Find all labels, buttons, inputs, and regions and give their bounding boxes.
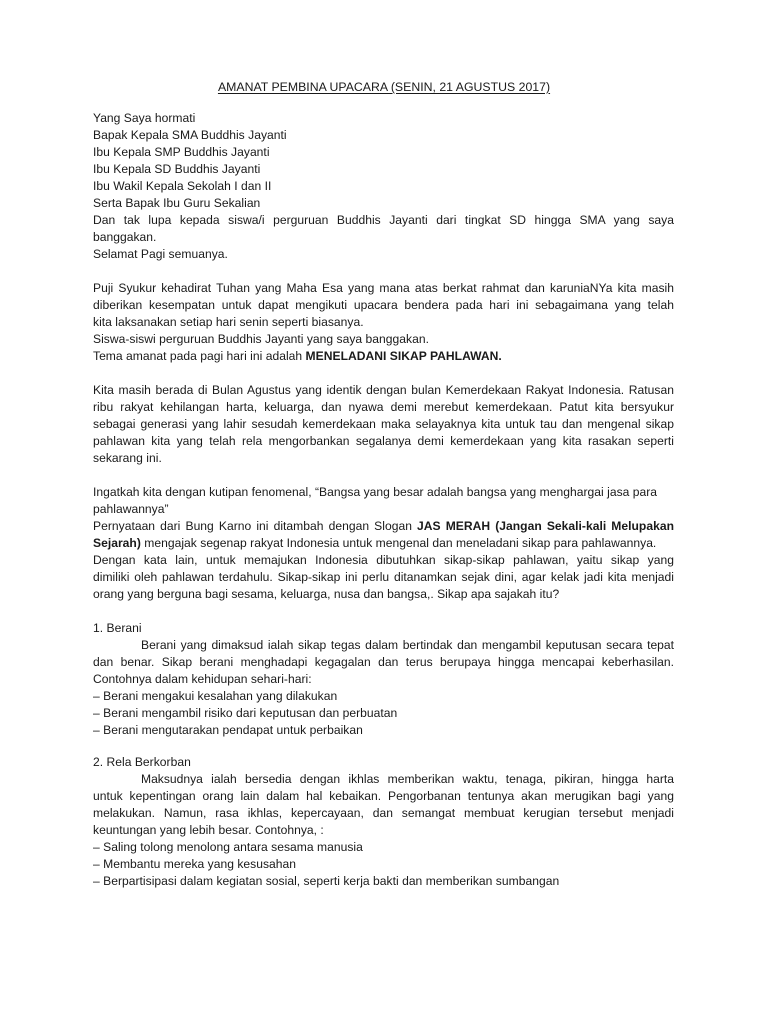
greeting-line: Yang Saya hormati [93,111,196,125]
quote-line: pahlawannya” [93,502,169,516]
slogan-bold-end: Sejarah) [93,536,141,550]
greeting-line: Ibu Wakil Kepala Sekolah I dan II [93,179,272,193]
section-first-line: Maksudnya ialah bersedia dengan ikhlas memberikan waktu, tenaga, pikiran, hingga harta [141,772,674,786]
list-item: – Membantu mereka yang kesusahan [93,857,296,871]
slogan-prefix: Pernyataan dari Bung Karno ini ditambah dengan Slogan [93,519,418,533]
quote-line: Ingatkah kita dengan kutipan fenomenal, “Bangsa yang besar adalah bangsa yang menghargai jasa para [93,485,658,499]
slogan-rest: mengajak segenap rakyat Indonesia untuk mengenal dan meneladani sikap para pahlawannya. [140,536,657,550]
theme-bold: MENELADANI SIKAP PAHLAWAN. [305,349,502,363]
list-item: – Berani mengutarakan pendapat untuk perbaikan [93,723,363,737]
document-title [0,78,768,96]
paragraph-line: diberikan kesempatan untuk dapat mengikuti upacara bendera pada hari ini sebagaimana yang telah [93,298,674,312]
list-item: – Saling tolong menolong antara sesama manusia [93,840,363,854]
theme-prefix: Tema amanat pada pagi hari ini adalah [93,349,306,363]
section-heading: 1. Berani [93,621,142,635]
paragraph-line: sekarang ini. [93,451,162,465]
paragraph-line: Siswa-siswi perguruan Buddhis Jayanti yang saya banggakan. [93,332,429,346]
list-item: – Berpartisipasi dalam kegiatan sosial, seperti kerja bakti dan memberikan sumbangan [93,874,560,888]
paragraph-line: pahlawan kita yang telah rela mengorbankan segalanya demi kemerdekaan yang kita rasakan seperti [93,434,674,448]
greeting-line: Bapak Kepala SMA Buddhis Jayanti [93,128,287,142]
list-item: – Berani mengakui kesalahan yang dilakukan [93,689,338,703]
greeting-line: Dan tak lupa kepada siswa/i perguruan Buddhis Jayanti dari tingkat SD hingga SMA yang saya [93,213,674,227]
greeting-line: Selamat Pagi semuanya. [93,247,228,261]
paragraph-line: sebagai generasi yang lahir sesudah kemerdekaan maka selayaknya kita untuk tau dan mengenal sikap [93,417,674,431]
greeting-line: Ibu Kepala SD Buddhis Jayanti [93,162,261,176]
paragraph-line: kita laksanakan setiap hari senin seperti biasanya. [93,315,364,329]
paragraph-line: Kita masih berada di Bulan Agustus yang identik dengan bulan Kemerdekaan Rakyat Indonesia. Ratusan [93,383,674,397]
paragraph-line [93,518,674,535]
slogan-bold: JAS MERAH (Jangan Sekali-kali Melupakan [417,519,674,533]
paragraph-line: Contohnya dalam kehidupan sehari-hari: [93,672,312,686]
paragraph-line: orang yang berguna bagi sesama, keluarga, nusa dan bangsa,. Sikap apa sajakah itu? [93,587,560,601]
greeting-line: Serta Bapak Ibu Guru Sekalian [93,196,261,210]
paragraph-line: keuntungan yang lebih besar. Contohnya, : [93,823,324,837]
paragraph-line: ribu rakyat kehilangan harta, keluarga, dan nyawa demi merebut kemerdekaan. Patut kita bersyukur [93,400,674,414]
paragraph-line: dan benar. Sikap berani menghadapi kegagalan dan terus berupaya hingga mencapai keberhasilan. [93,655,674,669]
paragraph-line: untuk kepentingan orang lain dalam hal kebaikan. Pengorbanan tentunya akan merugikan bagi yang [93,789,674,803]
paragraph-line [93,535,656,552]
paragraph-line: dimiliki oleh pahlawan terdahulu. Sikap-sikap ini perlu ditanamkan sejak dini, agar kelak jadi kita menjadi [93,570,674,584]
section-first-line: Berani yang dimaksud ialah sikap tegas dalam bertindak dan mengambil keputusan secara tepat [141,638,674,652]
document-title-text: AMANAT PEMBINA UPACARA (SENIN, 21 AGUSTUS 2017) [217,80,551,94]
greeting-line: Ibu Kepala SMP Buddhis Jayanti [93,145,270,159]
greeting-line: banggakan. [93,230,157,244]
section-heading: 2. Rela Berkorban [93,755,191,769]
list-item: – Berani mengambil risiko dari keputusan dan perbuatan [93,706,398,720]
paragraph-line: melakukan. Namun, rasa ikhlas, kepercayaan, dan semangat membuat kerugian tersebut menjadi [93,806,674,820]
paragraph-line: Dengan kata lain, untuk memajukan Indonesia dibutuhkan sikap-sikap pahlawan, yaitu sikap yang [93,553,674,567]
theme-line [93,348,502,365]
paragraph-line: Puji Syukur kehadirat Tuhan yang Maha Esa yang mana atas berkat rahmat dan karuniaNYa kita masih [93,281,674,295]
